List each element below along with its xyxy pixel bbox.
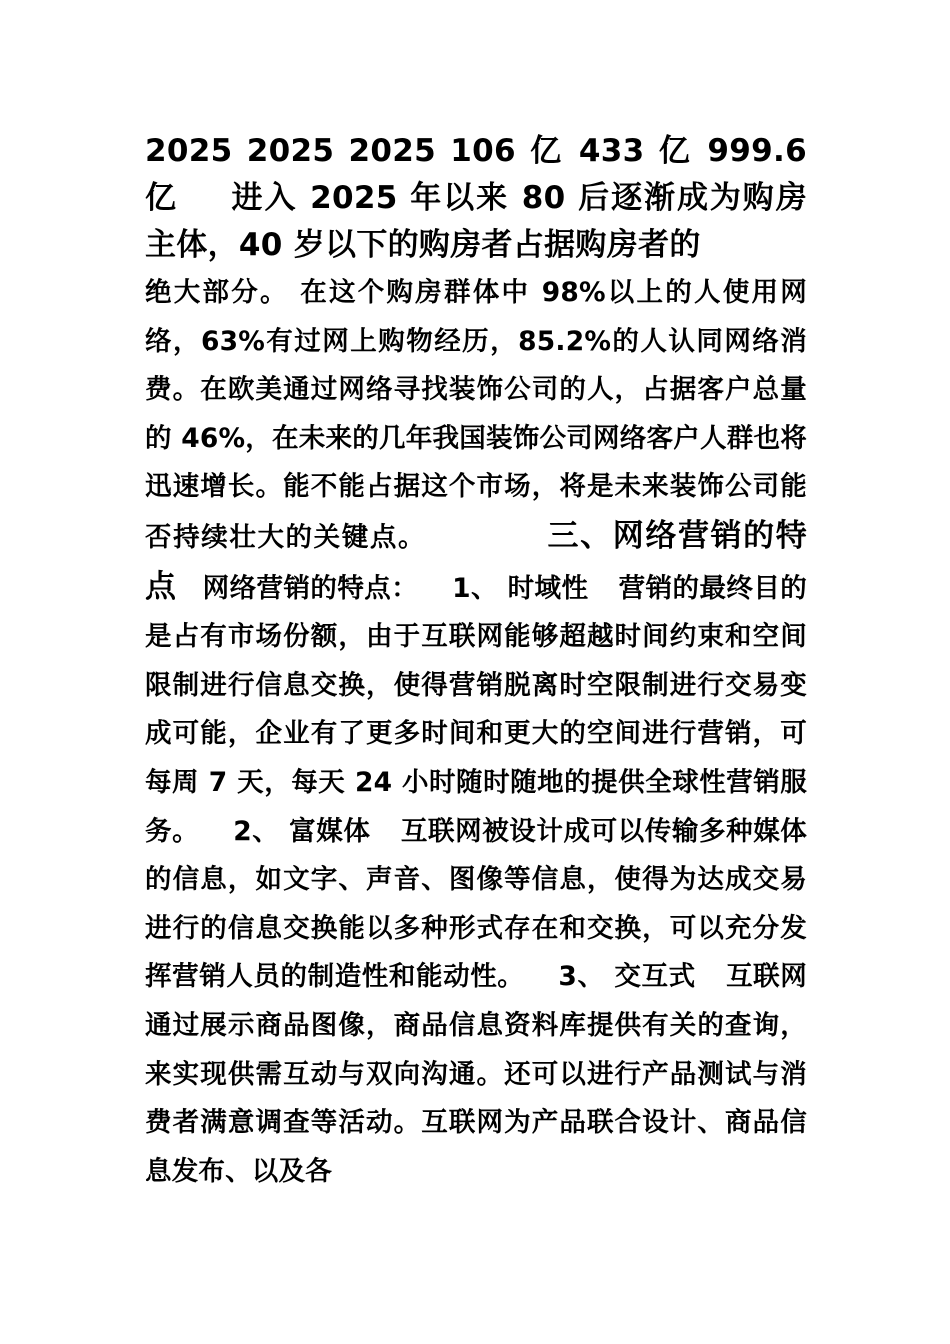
item-2-text: 互联网被设计成可以传输多种媒体的信息，如文字、声音、图像等信息，使得为达成交易进行的信息交换能以多种形式存在和交换，可以充分发挥营销人员的制造性和能动性。 (145, 815, 807, 993)
section-title: 三、网络营销的特点 (145, 517, 807, 605)
body-paragraph (145, 269, 807, 1196)
paragraph-market: 绝大部分。 在这个购房群体中 98%以上的人使用网络，63%有过网上购物经历，85.2%的人认同网络消费。在欧美通过网络寻找装饰公司的人，占据客户总量的 46%，在未来的几年我国装饰公司网络客户人群也将迅速增长。能不能占据这个市场，将是未来装饰公司能否持续壮大的关键点。 (145, 277, 807, 553)
section-lead: 网络营销的特点： (202, 572, 419, 604)
item-1-text: 营销的最终目的是占有市场份额，由于互联网能够超越时间约束和空间限制进行信息交换，使得营销脱离时空限制进行交易变成可能，企业有了更多时间和更大的空间进行营销，可每周 7 天，每天 24 小时随时随地的提供全球性营销服务。 (145, 572, 807, 847)
item-3-label: 3、 交互式 (558, 961, 696, 993)
heading-numbers: 2025 2025 2025 106 亿 433 亿 999.6 亿 (145, 133, 807, 216)
item-2-label: 2、 富媒体 (233, 815, 371, 847)
item-3-text: 互联网通过展示商品图像，商品信息资料库提供有关的查询，来实现供需互动与双向沟通。还可以进行产品测试与消费者满意调查等活动。互联网为产品联合设计、商品信息发布、以及各 (145, 961, 807, 1187)
heading-intro: 进入 2025 年以来 80 后逐渐成为购房主体，40 岁以下的购房者占据购房者的 (145, 180, 807, 263)
item-1-label: 1、 时域性 (452, 572, 589, 604)
document-heading (145, 128, 807, 269)
document-page (145, 128, 807, 1196)
